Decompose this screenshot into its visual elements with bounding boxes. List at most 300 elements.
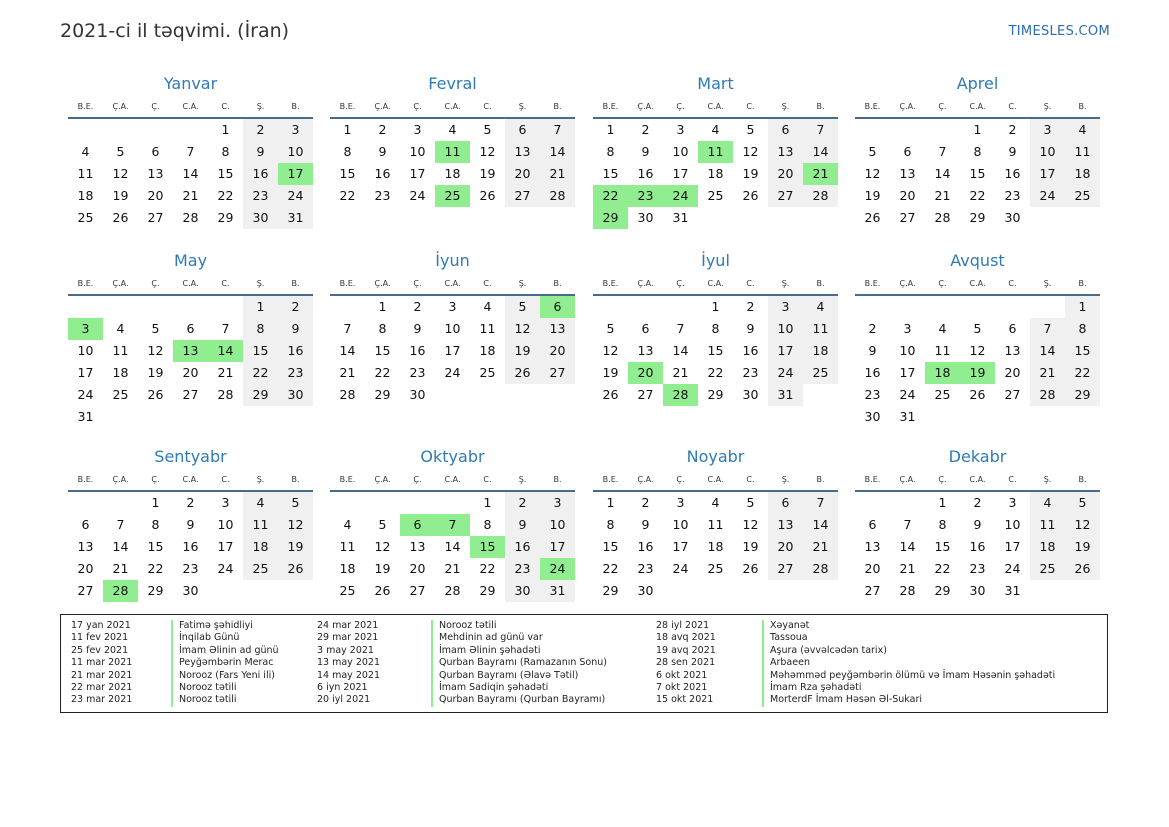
weekday-header: C.	[995, 470, 1030, 492]
legend-holiday-name: Aşura (əvvəlcədən tarix)	[770, 644, 887, 656]
day-cell: 16	[243, 163, 278, 185]
day-cell: 1	[606, 495, 615, 510]
weekday-header: B.	[540, 274, 575, 296]
day-cell: 13	[540, 318, 575, 340]
empty-day-cell	[173, 296, 208, 318]
day-cell: 27	[899, 210, 916, 225]
day-cell: 26	[112, 210, 129, 225]
legend-date: 24 mar 2021	[317, 620, 379, 631]
day-cell: 10	[540, 514, 575, 536]
day-cell: 2	[505, 492, 540, 514]
day-cell: 27	[637, 387, 654, 402]
weekday-header: Ş.	[768, 97, 803, 119]
weekday-header: C.A.	[435, 470, 470, 492]
day-cell: 20	[409, 561, 426, 576]
day-cell: 29	[707, 387, 724, 402]
day-cell: 11	[1065, 141, 1100, 163]
day-cell: 28	[803, 185, 838, 207]
day-cell: 26	[969, 387, 986, 402]
day-cell: 31	[768, 384, 803, 406]
weekday-header: Ş.	[1030, 97, 1065, 119]
day-cell: 2	[378, 122, 387, 137]
day-cell: 26	[1065, 558, 1100, 580]
brand-link[interactable]: TIMESLES.COM	[1008, 24, 1110, 39]
day-cell: 18	[444, 166, 461, 181]
weekday-header: Ş.	[768, 470, 803, 492]
day-cell: 7	[221, 321, 230, 336]
legend-date: 7 okt 2021	[656, 681, 708, 693]
legend-date: 22 mar 2021	[71, 681, 133, 693]
day-cell: 2	[186, 495, 195, 510]
day-cell: 24	[1004, 561, 1021, 576]
legend-holiday-name: Qurban Bayramı (Əlavə Tətil)	[439, 669, 579, 681]
day-cell: 15	[374, 343, 391, 358]
day-cell: 13	[899, 166, 916, 181]
holiday-day-cell: 11	[698, 141, 733, 163]
day-cell: 10	[444, 321, 461, 336]
day-cell: 7	[1030, 318, 1065, 340]
weekday-header: C.	[995, 97, 1030, 119]
day-cell: 1	[606, 122, 615, 137]
day-cell: 7	[803, 119, 838, 141]
empty-day-cell	[855, 492, 890, 514]
day-cell: 16	[1004, 166, 1021, 181]
day-cell: 30	[1004, 210, 1021, 225]
day-cell: 12	[479, 144, 496, 159]
day-cell: 9	[641, 144, 650, 159]
weekday-header: C.A.	[173, 274, 208, 296]
month-title: Aprel	[956, 74, 999, 93]
day-cell: 1	[343, 122, 352, 137]
day-cell: 21	[1030, 362, 1065, 384]
day-cell: 12	[374, 539, 391, 554]
month-title: İyun	[435, 251, 470, 270]
day-cell: 13	[768, 514, 803, 536]
day-cell: 24	[77, 387, 94, 402]
day-cell: 7	[116, 517, 125, 532]
day-cell: 8	[221, 144, 230, 159]
day-cell: 16	[182, 539, 199, 554]
weekday-header: B.E.	[330, 274, 365, 296]
day-cell: 25	[707, 561, 724, 576]
weekday-header: C.A.	[960, 97, 995, 119]
legend-date: 14 may 2021	[317, 669, 381, 681]
day-cell: 7	[938, 144, 947, 159]
empty-day-cell	[663, 296, 698, 318]
day-cell: 1	[711, 299, 720, 314]
day-cell: 25	[1030, 558, 1065, 580]
day-cell: 4	[81, 144, 90, 159]
weekday-header: B.	[803, 470, 838, 492]
legend-holiday-name: İnqilab Günü	[179, 632, 240, 644]
month-i̇yul	[593, 250, 838, 406]
weekday-header: C.	[733, 470, 768, 492]
day-cell: 18	[243, 536, 278, 558]
holiday-day-cell: 25	[435, 185, 470, 207]
day-cell: 21	[444, 561, 461, 576]
day-cell: 11	[1030, 514, 1065, 536]
month-oktyabr	[330, 446, 575, 602]
legend-names-column	[431, 620, 607, 707]
weekday-header: C.	[995, 274, 1030, 296]
day-cell: 19	[278, 536, 313, 558]
day-cell: 10	[672, 144, 689, 159]
day-cell: 26	[278, 558, 313, 580]
day-cell: 25	[77, 210, 94, 225]
month-may	[68, 250, 313, 428]
day-cell: 10	[1030, 141, 1065, 163]
weekday-header: Ç.A.	[365, 470, 400, 492]
day-cell: 9	[641, 517, 650, 532]
month-avqust	[855, 250, 1100, 428]
day-cell: 17	[540, 536, 575, 558]
weekday-header: B.	[278, 470, 313, 492]
day-cell: 28	[217, 387, 234, 402]
weekday-header: Ç.A.	[365, 274, 400, 296]
day-cell: 26	[479, 188, 496, 203]
day-cell: 22	[1065, 362, 1100, 384]
weekday-header: Ç.A.	[628, 97, 663, 119]
day-cell: 15	[934, 539, 951, 554]
day-cell: 24	[768, 362, 803, 384]
weekday-header: B.	[803, 97, 838, 119]
day-cell: 5	[868, 144, 877, 159]
legend-date: 18 avq 2021	[656, 632, 716, 644]
empty-day-cell	[68, 296, 103, 318]
legend-holiday-name: Mehdinin ad günü var	[439, 632, 543, 644]
day-cell: 5	[1065, 492, 1100, 514]
day-cell: 21	[540, 163, 575, 185]
day-cell: 24	[672, 561, 689, 576]
day-cell: 27	[505, 185, 540, 207]
day-cell: 6	[641, 321, 650, 336]
legend-holiday-name: Tassoua	[770, 632, 808, 644]
day-cell: 20	[505, 163, 540, 185]
legend-date: 28 sen 2021	[656, 657, 716, 669]
empty-day-cell	[208, 296, 243, 318]
day-cell: 7	[186, 144, 195, 159]
day-cell: 6	[903, 144, 912, 159]
day-cell: 2	[973, 495, 982, 510]
day-cell: 21	[803, 536, 838, 558]
day-cell: 5	[973, 321, 982, 336]
day-cell: 20	[540, 340, 575, 362]
day-cell: 4	[938, 321, 947, 336]
month-title: İyul	[701, 251, 730, 270]
day-cell: 3	[540, 492, 575, 514]
weekday-header: B.E.	[330, 97, 365, 119]
day-cell: 29	[602, 583, 619, 598]
weekday-header: C.A.	[960, 470, 995, 492]
weekday-header: Ş.	[505, 274, 540, 296]
legend-holiday-name: MorterdF İmam Həsən Əl-Sukari	[770, 694, 923, 706]
empty-day-cell	[925, 296, 960, 318]
weekday-header: Ş.	[243, 470, 278, 492]
day-cell: 12	[278, 514, 313, 536]
day-cell: 5	[483, 122, 492, 137]
holiday-day-cell: 17	[278, 163, 313, 185]
day-cell: 30	[742, 387, 759, 402]
month-days-grid	[330, 470, 575, 602]
day-cell: 8	[343, 144, 352, 159]
day-cell: 17	[444, 343, 461, 358]
day-cell: 19	[742, 166, 759, 181]
day-cell: 19	[1065, 536, 1100, 558]
holiday-legend	[60, 614, 1108, 713]
weekday-header: C.A.	[698, 97, 733, 119]
day-cell: 16	[864, 365, 881, 380]
day-cell: 23	[182, 561, 199, 576]
day-cell: 21	[934, 188, 951, 203]
day-cell: 11	[112, 343, 129, 358]
day-cell: 9	[186, 517, 195, 532]
empty-day-cell	[330, 296, 365, 318]
day-cell: 19	[147, 365, 164, 380]
holiday-day-cell: 11	[435, 141, 470, 163]
weekday-header: C.A.	[698, 274, 733, 296]
weekday-header: C.	[470, 470, 505, 492]
legend-dates-column	[656, 620, 716, 707]
month-days-grid	[330, 274, 575, 406]
day-cell: 9	[973, 517, 982, 532]
day-cell: 17	[672, 166, 689, 181]
day-cell: 9	[505, 514, 540, 536]
day-cell: 21	[339, 365, 356, 380]
weekday-header: Ş.	[768, 274, 803, 296]
month-days-grid	[68, 470, 313, 602]
weekday-header: B.E.	[68, 97, 103, 119]
empty-day-cell	[435, 492, 470, 514]
holiday-day-cell: 20	[628, 362, 663, 384]
day-cell: 16	[969, 539, 986, 554]
day-cell: 8	[378, 321, 387, 336]
day-cell: 14	[803, 141, 838, 163]
day-cell: 27	[768, 558, 803, 580]
month-title: Fevral	[428, 74, 477, 93]
day-cell: 11	[479, 321, 496, 336]
weekday-header: Ç.	[925, 274, 960, 296]
day-cell: 23	[1004, 188, 1021, 203]
day-cell: 22	[243, 362, 278, 384]
holiday-day-cell: 24	[540, 558, 575, 580]
weekday-header: Ş.	[505, 97, 540, 119]
day-cell: 27	[409, 583, 426, 598]
day-cell: 18	[479, 343, 496, 358]
day-cell: 9	[243, 141, 278, 163]
day-cell: 12	[505, 318, 540, 340]
legend-dates-column	[71, 620, 132, 707]
legend-date: 21 mar 2021	[71, 669, 133, 681]
legend-date: 15 okt 2021	[656, 694, 714, 706]
day-cell: 10	[409, 144, 426, 159]
day-cell: 10	[768, 318, 803, 340]
weekday-header: C.	[208, 97, 243, 119]
day-cell: 8	[938, 517, 947, 532]
month-i̇yun	[330, 250, 575, 406]
month-aprel	[855, 73, 1100, 229]
day-cell: 5	[116, 144, 125, 159]
weekday-header: B.	[278, 274, 313, 296]
weekday-header: Ç.A.	[103, 470, 138, 492]
day-cell: 9	[746, 321, 755, 336]
day-cell: 29	[479, 583, 496, 598]
day-cell: 4	[343, 517, 352, 532]
day-cell: 1	[378, 299, 387, 314]
holiday-day-cell: 21	[803, 163, 838, 185]
empty-day-cell	[995, 296, 1030, 318]
day-cell: 2	[413, 299, 422, 314]
day-cell: 26	[742, 561, 759, 576]
day-cell: 16	[742, 343, 759, 358]
holiday-day-cell: 19	[960, 362, 995, 384]
legend-date: 6 iyn 2021	[317, 681, 368, 693]
month-days-grid	[593, 274, 838, 406]
holiday-day-cell: 28	[103, 580, 138, 602]
day-cell: 16	[278, 340, 313, 362]
weekday-header: B.E.	[593, 274, 628, 296]
weekday-header: Ç.	[663, 97, 698, 119]
empty-day-cell	[890, 296, 925, 318]
day-cell: 25	[934, 387, 951, 402]
day-cell: 14	[899, 539, 916, 554]
day-cell: 24	[278, 185, 313, 207]
empty-day-cell	[365, 492, 400, 514]
month-days-grid	[855, 97, 1100, 229]
day-cell: 9	[278, 318, 313, 340]
day-cell: 20	[182, 365, 199, 380]
day-cell: 3	[448, 299, 457, 314]
day-cell: 8	[973, 144, 982, 159]
day-cell: 4	[116, 321, 125, 336]
month-mart	[593, 73, 838, 229]
month-days-grid	[68, 274, 313, 428]
day-cell: 31	[899, 409, 916, 424]
day-cell: 9	[868, 343, 877, 358]
empty-day-cell	[400, 492, 435, 514]
day-cell: 14	[339, 343, 356, 358]
legend-holiday-name: Norooz tətili	[179, 681, 237, 693]
weekday-header: C.	[733, 97, 768, 119]
day-cell: 6	[768, 492, 803, 514]
day-cell: 21	[217, 365, 234, 380]
day-cell: 29	[243, 384, 278, 406]
weekday-header: C.	[208, 470, 243, 492]
legend-dates-column	[317, 620, 380, 707]
day-cell: 6	[186, 321, 195, 336]
day-cell: 22	[969, 188, 986, 203]
day-cell: 4	[243, 492, 278, 514]
weekday-header: C.A.	[435, 274, 470, 296]
holiday-day-cell: 6	[540, 296, 575, 318]
month-days-grid	[855, 274, 1100, 428]
empty-day-cell	[103, 492, 138, 514]
legend-holiday-name: İmam Sadiqin şəhadəti	[439, 681, 549, 693]
day-cell: 4	[711, 495, 720, 510]
day-cell: 12	[147, 343, 164, 358]
day-cell: 23	[409, 365, 426, 380]
day-cell: 2	[641, 495, 650, 510]
legend-holiday-name: Məhəmməd peyğəmbərin ölümü və İmam Həsənin şəhadəti	[770, 669, 1056, 681]
day-cell: 6	[505, 119, 540, 141]
day-cell: 11	[243, 514, 278, 536]
legend-date: 23 mar 2021	[71, 694, 133, 706]
day-cell: 3	[903, 321, 912, 336]
day-cell: 3	[676, 122, 685, 137]
day-cell: 18	[803, 340, 838, 362]
day-cell: 1	[243, 296, 278, 318]
day-cell: 20	[768, 163, 803, 185]
weekday-header: Ş.	[243, 274, 278, 296]
holiday-day-cell: 29	[593, 207, 628, 229]
legend-holiday-name: Qurban Bayramı (Ramazanın Sonu)	[439, 657, 607, 669]
weekday-header: B.	[540, 97, 575, 119]
day-cell: 10	[217, 517, 234, 532]
day-cell: 30	[505, 580, 540, 602]
weekday-header: Ç.	[138, 97, 173, 119]
day-cell: 5	[746, 495, 755, 510]
holiday-day-cell: 23	[628, 185, 663, 207]
weekday-header: C.A.	[960, 274, 995, 296]
day-cell: 3	[768, 296, 803, 318]
day-cell: 6	[868, 517, 877, 532]
day-cell: 26	[864, 210, 881, 225]
day-cell: 14	[672, 343, 689, 358]
holiday-day-cell: 14	[208, 340, 243, 362]
day-cell: 4	[1030, 492, 1065, 514]
day-cell: 19	[112, 188, 129, 203]
day-cell: 1	[151, 495, 160, 510]
day-cell: 5	[378, 517, 387, 532]
day-cell: 11	[707, 517, 724, 532]
empty-day-cell	[925, 119, 960, 141]
weekday-header: B.E.	[593, 97, 628, 119]
day-cell: 13	[505, 141, 540, 163]
day-cell: 8	[606, 517, 615, 532]
legend-holiday-name: Xəyanət	[770, 620, 810, 631]
day-cell: 17	[672, 539, 689, 554]
day-cell: 31	[77, 409, 94, 424]
month-title: Sentyabr	[154, 447, 227, 466]
page-title: 2021-ci il təqvimi. (İran)	[60, 20, 290, 42]
day-cell: 24	[409, 188, 426, 203]
day-cell: 1	[973, 122, 982, 137]
day-cell: 18	[112, 365, 129, 380]
legend-holiday-name: Norooz (Fars Yeni ili)	[179, 669, 275, 681]
day-cell: 12	[864, 166, 881, 181]
weekday-header: Ç.A.	[103, 97, 138, 119]
day-cell: 7	[676, 321, 685, 336]
day-cell: 19	[742, 539, 759, 554]
day-cell: 13	[409, 539, 426, 554]
weekday-header: Ç.	[663, 274, 698, 296]
day-cell: 22	[217, 188, 234, 203]
day-cell: 14	[444, 539, 461, 554]
weekday-header: Ç.	[663, 470, 698, 492]
day-cell: 25	[1065, 185, 1100, 207]
day-cell: 30	[278, 384, 313, 406]
day-cell: 20	[899, 188, 916, 203]
day-cell: 17	[768, 340, 803, 362]
day-cell: 20	[77, 561, 94, 576]
day-cell: 10	[672, 517, 689, 532]
day-cell: 29	[1065, 384, 1100, 406]
month-days-grid	[855, 470, 1100, 602]
day-cell: 25	[243, 558, 278, 580]
day-cell: 24	[217, 561, 234, 576]
day-cell: 22	[707, 365, 724, 380]
weekday-header: Ç.	[400, 470, 435, 492]
day-cell: 3	[221, 495, 230, 510]
